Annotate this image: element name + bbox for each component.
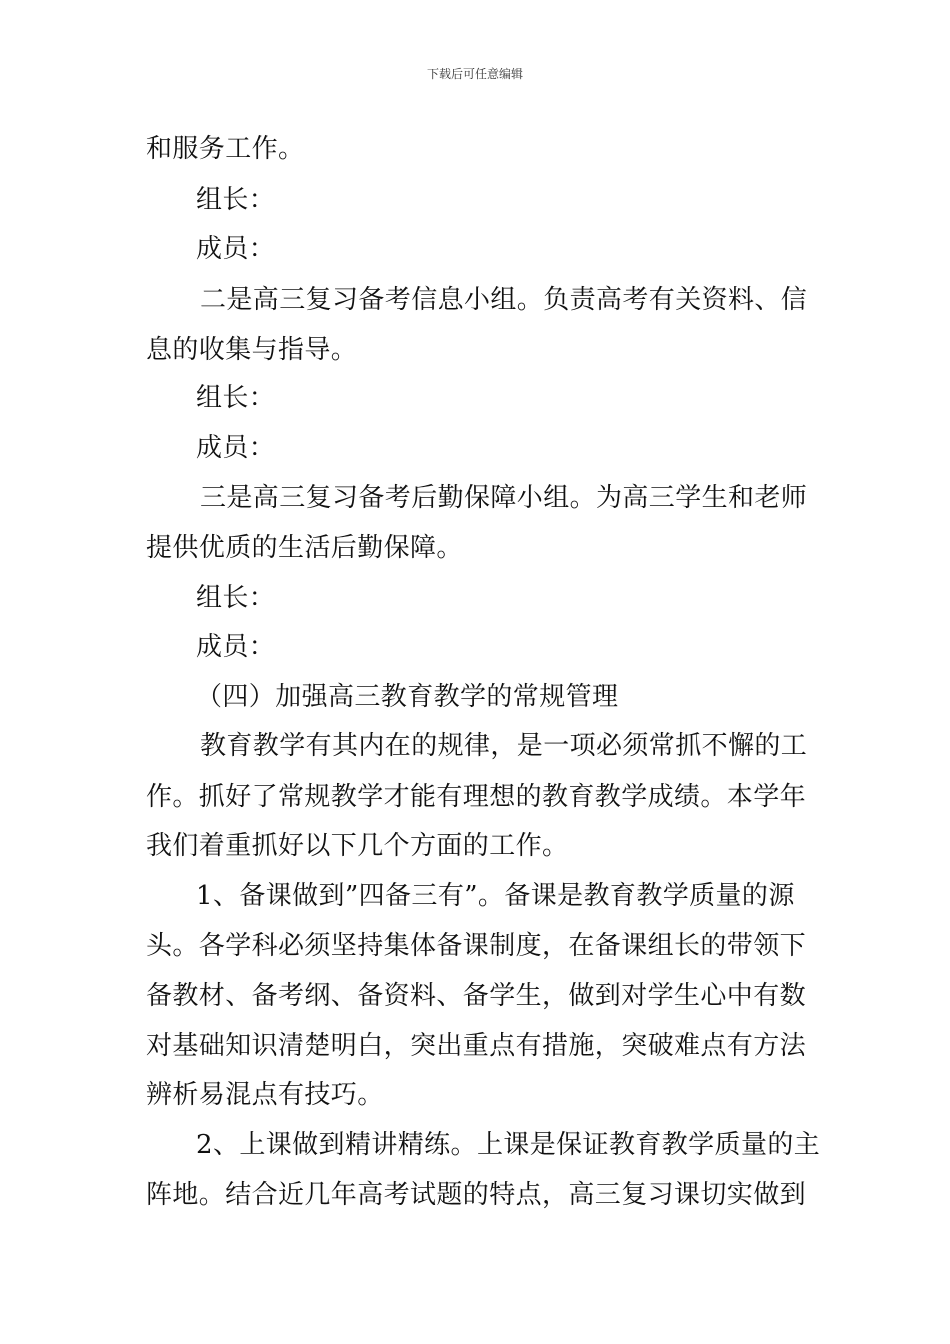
text-line: 组长：: [196, 185, 276, 215]
text-line: 辨析易混点有技巧。: [146, 1080, 384, 1110]
text-line: 三是高三复习备考后勤保障小组。为高三学生和老师: [200, 483, 808, 513]
section-heading: （四）加强高三教育教学的常规管理: [196, 682, 619, 712]
text-line: 教育教学有其内在的规律，是一项必须常抓不懈的工: [200, 731, 808, 761]
text-line: 息的收集与指导。: [146, 335, 358, 365]
text-line: 1、备课做到”四备三有”。备课是教育教学质量的源: [196, 881, 795, 911]
text-line: 头。各学科必须坚持集体备课制度，在备课组长的带领下: [146, 931, 807, 961]
text-line: 备教材、备考纲、备资料、备学生，做到对学生心中有数: [146, 981, 807, 1011]
text-line: 对基础知识清楚明白，突出重点有措施，突破难点有方法: [146, 1031, 807, 1061]
page-header: 下载后可任意编辑: [426, 67, 523, 81]
text-line: 成员：: [196, 234, 276, 264]
text-line: 成员：: [196, 632, 276, 662]
text-line: 组长：: [196, 383, 276, 413]
text-line: 成员：: [196, 433, 276, 463]
text-line: 组长：: [196, 583, 276, 613]
text-line: 提供优质的生活后勤保障。: [146, 533, 463, 563]
text-line: 2、上课做到精讲精练。上课是保证教育教学质量的主: [196, 1130, 821, 1160]
text-line: 二是高三复习备考信息小组。负责高考有关资料、信: [200, 285, 808, 315]
text-line: 和服务工作。: [146, 134, 305, 164]
text-line: 作。抓好了常规教学才能有理想的教育教学成绩。本学年: [146, 782, 807, 812]
text-line: 我们着重抓好以下几个方面的工作。: [146, 831, 569, 861]
text-line: 阵地。结合近几年高考试题的特点，高三复习课切实做到: [146, 1180, 807, 1210]
